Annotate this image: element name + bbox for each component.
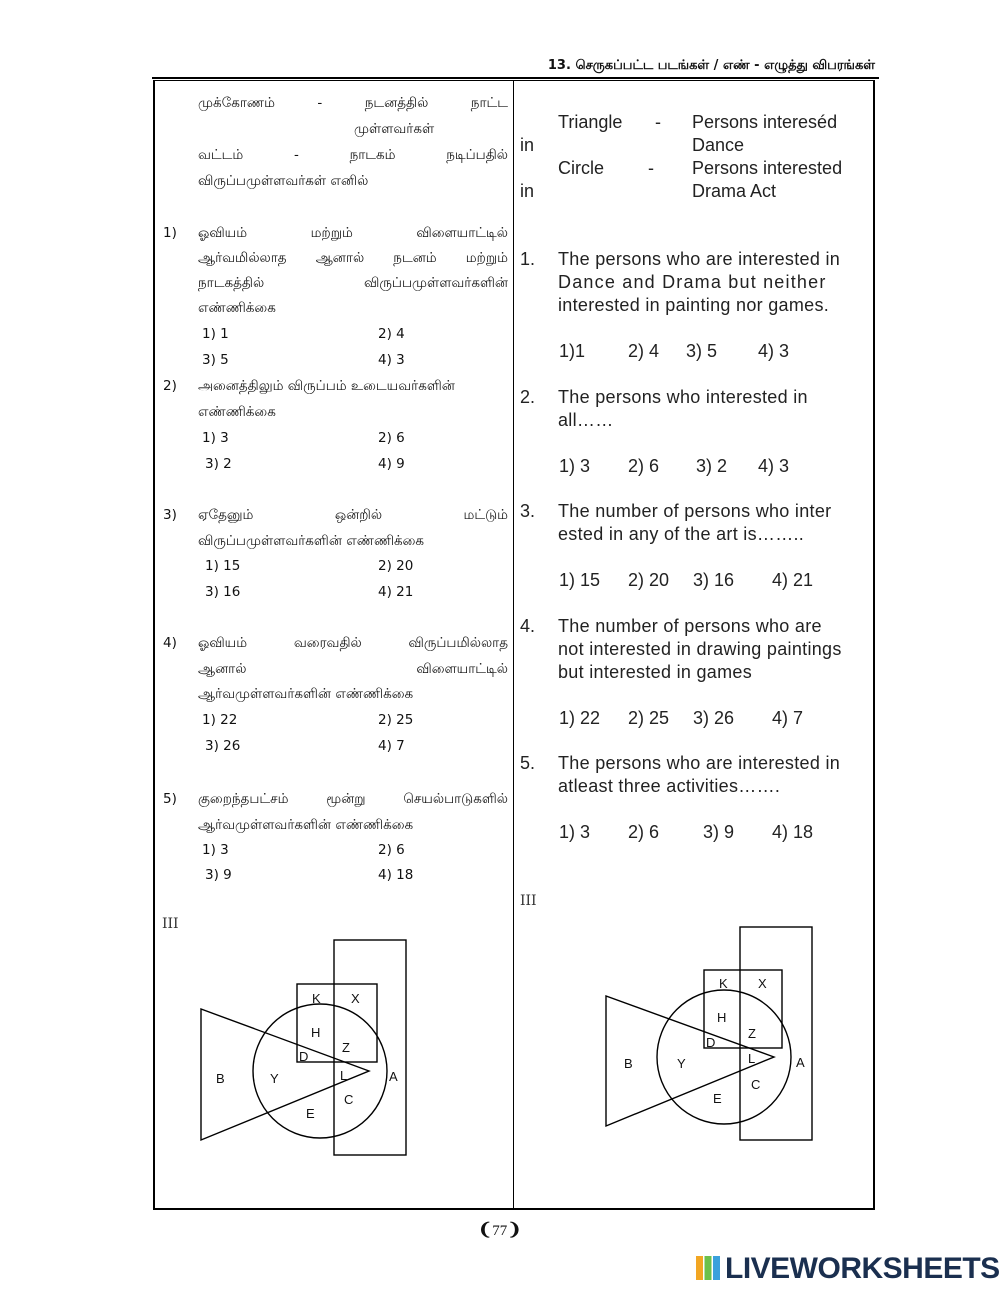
question-line: விருப்பமுள்ளவர்களின் எண்ணிக்கை <box>198 533 425 549</box>
label-a: A <box>389 1069 398 1084</box>
venn-diagram-left <box>195 935 415 1160</box>
option[interactable]: 3) 2 <box>696 456 728 476</box>
label-h: H <box>311 1025 321 1040</box>
intro-word: நாட்ட <box>470 95 509 111</box>
label-k: K <box>719 976 728 991</box>
option[interactable]: 4) 18 <box>378 867 414 883</box>
intro-word: நடனத்தில் <box>364 95 429 111</box>
question-line: நாடகத்தில் விருப்பமுள்ளவர்களின் <box>198 275 508 291</box>
option[interactable]: 3) 16 <box>205 584 241 600</box>
intro-word: வட்டம் <box>198 147 244 163</box>
painting-square <box>297 984 377 1062</box>
question-line: குறைந்தபட்சம் மூன்று செயல்பாடுகளில் <box>198 791 508 807</box>
option[interactable]: 4) 3 <box>378 352 405 368</box>
label-z: Z <box>748 1026 756 1041</box>
def-shape: Triangle <box>558 112 623 132</box>
question-line: எண்ணிக்கை <box>198 300 276 316</box>
question-line: ஆர்வமுள்ளவர்களின் எண்ணிக்கை <box>198 686 414 702</box>
option[interactable]: 4) 21 <box>378 584 414 600</box>
def-in: in <box>520 181 535 201</box>
def-desc: Drama Act <box>692 181 777 201</box>
option[interactable]: 3) 26 <box>205 738 241 754</box>
label-l: L <box>748 1051 756 1066</box>
question-line: அனைத்திலும் விருப்பம் உடையவர்களின் <box>198 378 455 394</box>
intro-line: முள்ளவர்கள் <box>354 121 435 137</box>
intro-dash: - <box>317 95 323 111</box>
question-number: 1) <box>163 225 177 241</box>
option[interactable]: 1) 22 <box>559 708 601 728</box>
question-line: The number of persons who inter <box>558 501 832 521</box>
liveworksheets-wordmark: LIVEWORKSHEETS <box>725 1252 1000 1285</box>
option[interactable]: 1)1 <box>559 341 586 361</box>
option[interactable]: 1) 3 <box>202 842 229 858</box>
question-line: ஓவியம் மற்றும் விளையாட்டில் <box>198 225 508 241</box>
option[interactable]: 3) 9 <box>703 822 735 842</box>
liveworksheets-logo-icon <box>695 1255 721 1281</box>
option[interactable]: 2) 25 <box>628 708 670 728</box>
label-e: E <box>306 1106 315 1121</box>
option[interactable]: 2) 4 <box>378 326 405 342</box>
question-number: 4) <box>163 635 177 651</box>
def-desc: Dance <box>692 135 745 155</box>
label-k: K <box>312 991 321 1006</box>
question-number: 3) <box>163 507 177 523</box>
page-bracket-left: ❨ <box>478 1220 493 1239</box>
question-line: atleast three activities……. <box>558 776 781 796</box>
section-label: III <box>520 893 537 909</box>
label-x: X <box>758 976 767 991</box>
intro-word: நாடகம் <box>349 147 396 163</box>
def-dash: - <box>655 112 661 132</box>
def-shape: Circle <box>558 158 605 178</box>
intro-word: நடிப்பதில் <box>446 147 508 163</box>
option[interactable]: 2) 6 <box>378 430 405 446</box>
label-c: C <box>751 1077 761 1092</box>
question-number: 2) <box>163 378 177 394</box>
label-b: B <box>216 1071 225 1086</box>
option[interactable]: 1) 1 <box>202 326 229 342</box>
option[interactable]: 2) 6 <box>378 842 405 858</box>
question-number: 5. <box>520 753 536 773</box>
question-line: எண்ணிக்கை <box>198 404 276 420</box>
label-e: E <box>713 1091 722 1106</box>
def-desc: Persons intereséd <box>692 112 838 132</box>
option[interactable]: 1) 22 <box>202 712 238 728</box>
page-number-value: 77 <box>492 1223 508 1239</box>
question-line: The number of persons who are <box>558 616 822 636</box>
option[interactable]: 1) 3 <box>559 822 591 842</box>
option[interactable]: 2) 6 <box>628 456 660 476</box>
option[interactable]: 3) 16 <box>693 570 735 590</box>
question-line: Dance and Drama but neither <box>558 272 827 292</box>
question-line: not interested in drawing paintings <box>558 639 842 659</box>
question-number: 4. <box>520 616 536 636</box>
question-line: interested in painting nor games. <box>558 295 830 315</box>
intro-word: முக்கோணம் <box>198 95 275 111</box>
def-in: in <box>520 135 535 155</box>
intro-line: விருப்பமுள்ளவர்கள் எனில் <box>198 173 369 189</box>
header-rule <box>152 77 879 79</box>
label-d: D <box>299 1049 309 1064</box>
option[interactable]: 3) 5 <box>202 352 229 368</box>
question-line: ஏதேனும் ஒன்றில் மட்டும் <box>198 507 508 523</box>
chapter-header: 13. செருகப்பட்ட படங்கள் / எண் - எழுத்து விபரங்கள் <box>547 58 875 73</box>
section-label: III <box>162 916 179 932</box>
option[interactable]: 4) 7 <box>772 708 804 728</box>
option[interactable]: 4) 21 <box>772 570 814 590</box>
option[interactable]: 2) 20 <box>378 558 414 574</box>
option[interactable]: 2) 6 <box>628 822 660 842</box>
label-d: D <box>706 1035 716 1050</box>
option[interactable]: 1) 15 <box>205 558 241 574</box>
question-line: but interested in games <box>558 662 753 682</box>
question-line: ஆர்வமுள்ளவர்களின் எண்ணிக்கை <box>198 817 414 833</box>
option[interactable]: 4) 9 <box>378 456 405 472</box>
label-x: X <box>351 991 360 1006</box>
question-line: ஆனால் விளையாட்டில் <box>198 661 508 677</box>
label-y: Y <box>270 1071 279 1086</box>
intro-dash: - <box>293 147 299 163</box>
label-l: L <box>340 1068 348 1083</box>
question-number: 5) <box>163 791 177 807</box>
question-line: all…… <box>558 410 614 430</box>
option[interactable]: 4) 3 <box>758 456 790 476</box>
label-a: A <box>796 1055 805 1070</box>
option[interactable]: 1) 3 <box>559 456 591 476</box>
label-c: C <box>344 1092 354 1107</box>
option[interactable]: 3) 2 <box>205 456 232 472</box>
option[interactable]: 1) 3 <box>202 430 229 446</box>
label-h: H <box>717 1010 727 1025</box>
option[interactable]: 4) 7 <box>378 738 405 754</box>
option[interactable]: 3) 5 <box>686 341 718 361</box>
option[interactable]: 4) 3 <box>758 341 790 361</box>
label-y: Y <box>677 1056 686 1071</box>
def-dash: - <box>648 158 654 178</box>
page-number <box>478 1220 522 1240</box>
question-number: 1. <box>520 249 536 269</box>
question-line: ஆர்வமில்லாத ஆனால் நடனம் மற்றும் <box>198 250 508 266</box>
question-line: The persons who interested in <box>558 387 808 407</box>
page-bracket-right: ❩ <box>507 1220 522 1239</box>
option[interactable]: 2) 20 <box>628 570 670 590</box>
option[interactable]: 1) 15 <box>559 570 601 590</box>
option[interactable]: 2) 25 <box>378 712 414 728</box>
question-number: 3. <box>520 501 536 521</box>
option[interactable]: 2) 4 <box>628 341 660 361</box>
def-desc: Persons interested <box>692 158 843 178</box>
option[interactable]: 3) 9 <box>205 867 232 883</box>
question-line: ested in any of the art is…….. <box>558 524 805 544</box>
label-z: Z <box>342 1040 350 1055</box>
option[interactable]: 3) 26 <box>693 708 735 728</box>
column-divider <box>513 80 514 1210</box>
option[interactable]: 4) 18 <box>772 822 814 842</box>
question-line: The persons who are interested in <box>558 249 841 269</box>
liveworksheets-logo[interactable] <box>695 1252 1000 1286</box>
label-b: B <box>624 1056 633 1071</box>
question-line: The persons who are interested in <box>558 753 841 773</box>
venn-diagram-right <box>600 922 820 1147</box>
question-number: 2. <box>520 387 536 407</box>
question-line: ஓவியம் வரைவதில் விருப்பமில்லாத <box>198 635 508 651</box>
